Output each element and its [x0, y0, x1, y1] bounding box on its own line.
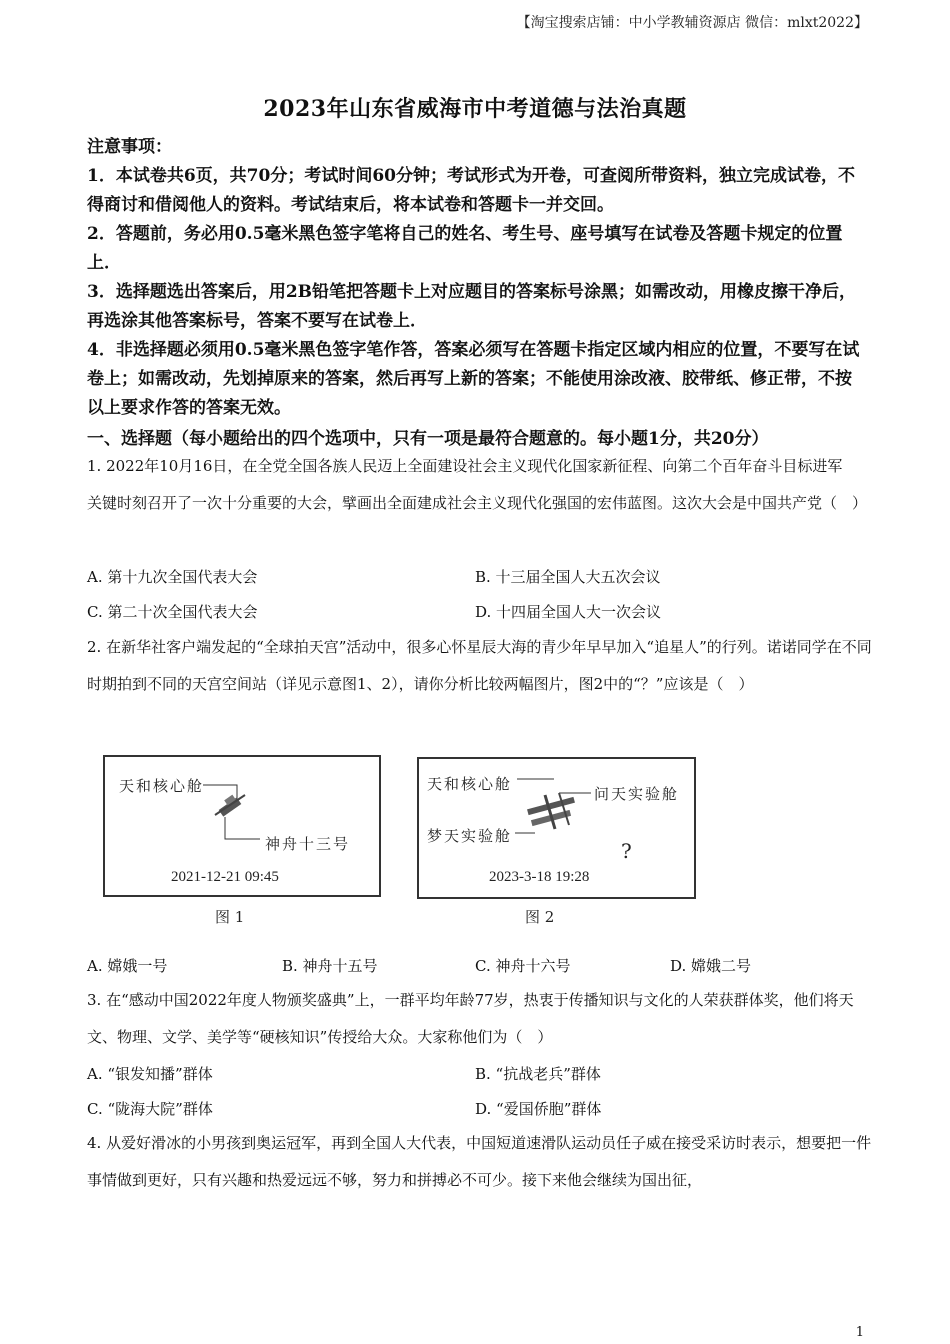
- option-c: C. 神舟十六号: [475, 957, 571, 975]
- question-stem: 3. 在“感动中国2022年度人物颁奖盛典”上，一群平均年龄77岁，热衷于传播知识与文化的人荣获群体奖，他们将天文、物理、文学、美学等“硬核知识”传授给大众。大家称他们为（ ）: [87, 991, 854, 1046]
- option-a: A. 嫦娥一号: [87, 957, 168, 975]
- page-title: 2023年山东省威海市中考道德与法治真题: [263, 96, 687, 122]
- option-b: B. 十三届全国人大五次会议: [475, 568, 661, 586]
- question-stem: 1. 2022年10月16日，在全党全国各族人民迈上全面建设社会主义现代化国家新征程、向第二个百年奋斗目标进军 关键时刻召开了一次十分重要的大会，擘画出全面建成社会主义现代化强国的宏伟蓝图。这次大会是中国共产党（ ）: [87, 457, 868, 512]
- figure-1-caption: 图 1: [215, 908, 245, 926]
- option-d: D. “爱国侨胞”群体: [475, 1100, 602, 1118]
- figure-label-ship: 神舟十三号: [265, 835, 351, 853]
- figure-unknown-mark: ?: [621, 839, 634, 863]
- question-1: [87, 448, 872, 522]
- figure-label-core: 天和核心舱: [119, 777, 205, 795]
- notice-item: 3．选择题选出答案后，用2B铅笔把答题卡上对应题目的答案标号涂黑；如需改动，用橡皮擦干净后，再选涂其他答案标号，答案不要写在试卷上．: [87, 282, 857, 331]
- figure-2-caption: 图 2: [525, 908, 555, 926]
- option-a: A. 第十九次全国代表大会: [87, 568, 258, 586]
- notice-item: 2．答题前，务必用0.5毫米黑色签字笔将自己的姓名、考生号、座号填写在试卷及答题卡规定的位置上．: [87, 224, 843, 273]
- question-stem: 4. 从爱好滑冰的小男孩到奥运冠军，再到全国人大代表，中国短道速滑队运动员任子威在接受采访时表示，想要把一件事情做到更好，只有兴趣和热爱远远不够，努力和拼搏必不可少。接下来他会继续为国出征，: [87, 1134, 872, 1189]
- option-d: D. 十四届全国人大一次会议: [475, 603, 662, 621]
- notice-heading: 注意事项：: [87, 137, 172, 157]
- notice-item: 4．非选择题必须用0.5毫米黑色签字笔作答，答案必须写在答题卡指定区域内相应的位置，不要写在试卷上；如需改动，先划掉原来的答案，然后再写上新的答案；不能使用涂改液、胶带纸、修正带，不按以上要求作答的答案无效。: [87, 340, 860, 418]
- notice-item: 1．本试卷共6页，共70分；考试时间60分钟；考试形式为开卷，可查阅所带资料，独立完成试卷，不得商讨和借阅他人的资料。考试结束后，将本试卷和答题卡一并交回。: [87, 166, 855, 215]
- figure-timestamp: 2023-3-18 19:28: [489, 869, 590, 885]
- option-d: D. 嫦娥二号: [670, 957, 752, 975]
- figure-label-mengtian: 梦天实验舱: [427, 827, 513, 845]
- figure-label-core: 天和核心舱: [427, 775, 513, 793]
- figure-timestamp: 2021-12-21 09:45: [171, 869, 279, 885]
- question-3: [87, 982, 872, 1056]
- header-note: 【淘宝搜索店铺：中小学教辅资源店 微信：mlxt2022】: [516, 15, 868, 31]
- option-b: B. “抗战老兵”群体: [475, 1065, 601, 1083]
- page-number: 1: [855, 1325, 864, 1340]
- question-stem: 2. 在新华社客户端发起的“全球拍天宫”活动中，很多心怀星辰大海的青少年早早加入“追星人”的行列。诺诺同学在不同时期拍到不同的天宫空间站（详见示意图1、2），请你分析比较两幅图片，图2中的“？”应该是（ ）: [87, 638, 872, 693]
- figure-1: [103, 755, 381, 897]
- option-c: C. 第二十次全国代表大会: [87, 603, 258, 621]
- question-2: [87, 629, 872, 703]
- notice-list: [87, 162, 867, 423]
- option-b: B. 神舟十五号: [282, 957, 378, 975]
- section-heading: 一、选择题（每小题给出的四个选项中，只有一项是最符合题意的。每小题1分，共20分）: [87, 429, 769, 449]
- option-c: C. “陇海大院”群体: [87, 1100, 213, 1118]
- option-a: A. “银发知播”群体: [87, 1065, 213, 1083]
- figure-label-wentian: 问天实验舱: [594, 785, 680, 803]
- figure-2: [417, 757, 696, 899]
- question-4: [87, 1125, 872, 1199]
